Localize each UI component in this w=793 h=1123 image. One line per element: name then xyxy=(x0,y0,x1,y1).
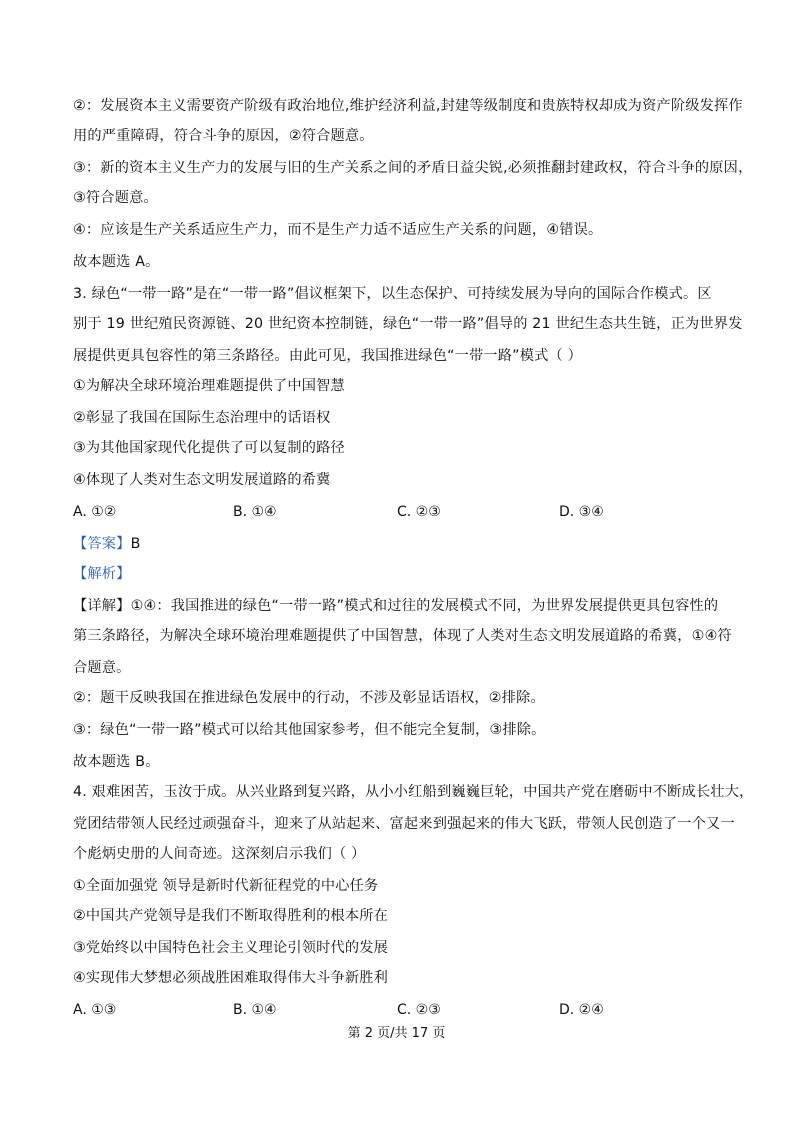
page-footer: 第 2 页/共 17 页 xyxy=(347,1026,446,1041)
q4-option-1: ①全面加强党 领导是新时代新征程党的中心任务 xyxy=(73,878,379,894)
q4-stem-line2: 党团结带领人民经过顽强奋斗，迎来了从站起来、富起来到强起来的伟大飞跃，带领人民创造了一个又一 xyxy=(73,816,735,832)
q2-explanation-line3b: ③符合题意。 xyxy=(73,190,158,206)
q3-choice-a: A. ①② xyxy=(73,504,117,520)
q3-detail-line3: 合题意。 xyxy=(73,660,131,676)
q3-detail-line2: 第三条路径，为解决全球环境治理难题提供了中国智慧，体现了人类对生态文明发展道路的希冀，①④符 xyxy=(73,628,732,644)
q4-stem-line3: 个彪炳史册的人间奇迹。这深刻启示我们（ ） xyxy=(73,846,366,862)
q4-option-2: ②中国共产党领导是我们不断取得胜利的根本所在 xyxy=(73,908,389,924)
q3-detail-line1 xyxy=(73,596,718,616)
q3-stem-line3: 展提供更具包容性的第三条路径。由此可见，我国推进绿色“一带一路”模式（ ） xyxy=(73,348,582,364)
q4-choice-c: C. ②③ xyxy=(397,1002,441,1018)
q4-choice-a: A. ①③ xyxy=(73,1002,117,1018)
q2-explanation-line2b: 用的严重障碍，符合斗争的原因，②符合题意。 xyxy=(73,128,374,144)
q3-detail-line4: ②：题干反映我国在推进绿色发展中的行动，不涉及彰显话语权，②排除。 xyxy=(73,690,545,706)
q3-option-1: ①为解决全球环境治理难题提供了中国智慧 xyxy=(73,378,345,394)
answer-value: B xyxy=(130,536,141,552)
q3-choice-c: C. ②③ xyxy=(397,504,441,520)
answer-tag: 【答案】 xyxy=(73,536,131,552)
q3-stem-line1: 3. 绿色“一带一路”是在“一带一路”倡议框架下，以生态保护、可持续发展为导向的国际合作模式。区 xyxy=(73,286,712,302)
q4-option-4: ④实现伟大梦想必须战胜困难取得伟大斗争新胜利 xyxy=(73,970,389,986)
q4-stem-line1: 4. 艰难困苦，玉汝于成。从兴业路到复兴路，从小小红船到巍巍巨轮，中国共产党在磨砺中不断成长壮大， xyxy=(73,784,754,800)
q3-choice-d: D. ③④ xyxy=(559,504,604,520)
q2-explanation-line2a: ②：发展资本主义需要资产阶级有政治地位,维护经济利益,封建等级制度和贵族特权却成为资产阶级发挥作 xyxy=(73,98,743,114)
q3-detail-line5: ③：绿色“一带一路”模式可以给其他国家参考，但不能完全复制，③排除。 xyxy=(73,722,546,738)
q2-explanation-line4: ④：应该是生产关系适应生产力，而不是生产力适不适应生产关系的问题，④错误。 xyxy=(73,222,603,238)
analysis-tag: 【解析】 xyxy=(73,566,131,582)
detail-text-1: ①④：我国推进的绿色“一带一路”模式和过往的发展模式不同，为世界发展提供更具包容性的 xyxy=(130,598,719,614)
q3-analysis-tag xyxy=(73,564,131,584)
detail-tag: 【详解】 xyxy=(73,598,131,614)
q4-option-3: ③党始终以中国特色社会主义理论引领时代的发展 xyxy=(73,940,389,956)
q3-option-3: ③为其他国家现代化提供了可以复制的路径 xyxy=(73,440,345,456)
q3-choice-b: B. ①④ xyxy=(233,504,277,520)
q3-option-2: ②彰显了我国在国际生态治理中的话语权 xyxy=(73,410,331,426)
q3-stem-line2: 别于 19 世纪殖民资源链、20 世纪资本控制链，绿色“一带一路”倡导的 21 世纪生态共生链，正为世界发 xyxy=(73,316,743,332)
q4-choice-d: D. ②④ xyxy=(559,1002,604,1018)
q2-explanation-line3a: ③：新的资本主义生产力的发展与旧的生产关系之间的矛盾日益尖锐,必须推翻封建政权，符合斗争的原因， xyxy=(73,160,753,176)
q2-conclusion: 故本题选 A。 xyxy=(73,254,160,270)
q4-choice-b: B. ①④ xyxy=(233,1002,277,1018)
q3-answer xyxy=(73,534,141,554)
q3-option-4: ④体现了人类对生态文明发展道路的希冀 xyxy=(73,472,331,488)
q3-conclusion: 故本题选 B。 xyxy=(73,754,160,770)
